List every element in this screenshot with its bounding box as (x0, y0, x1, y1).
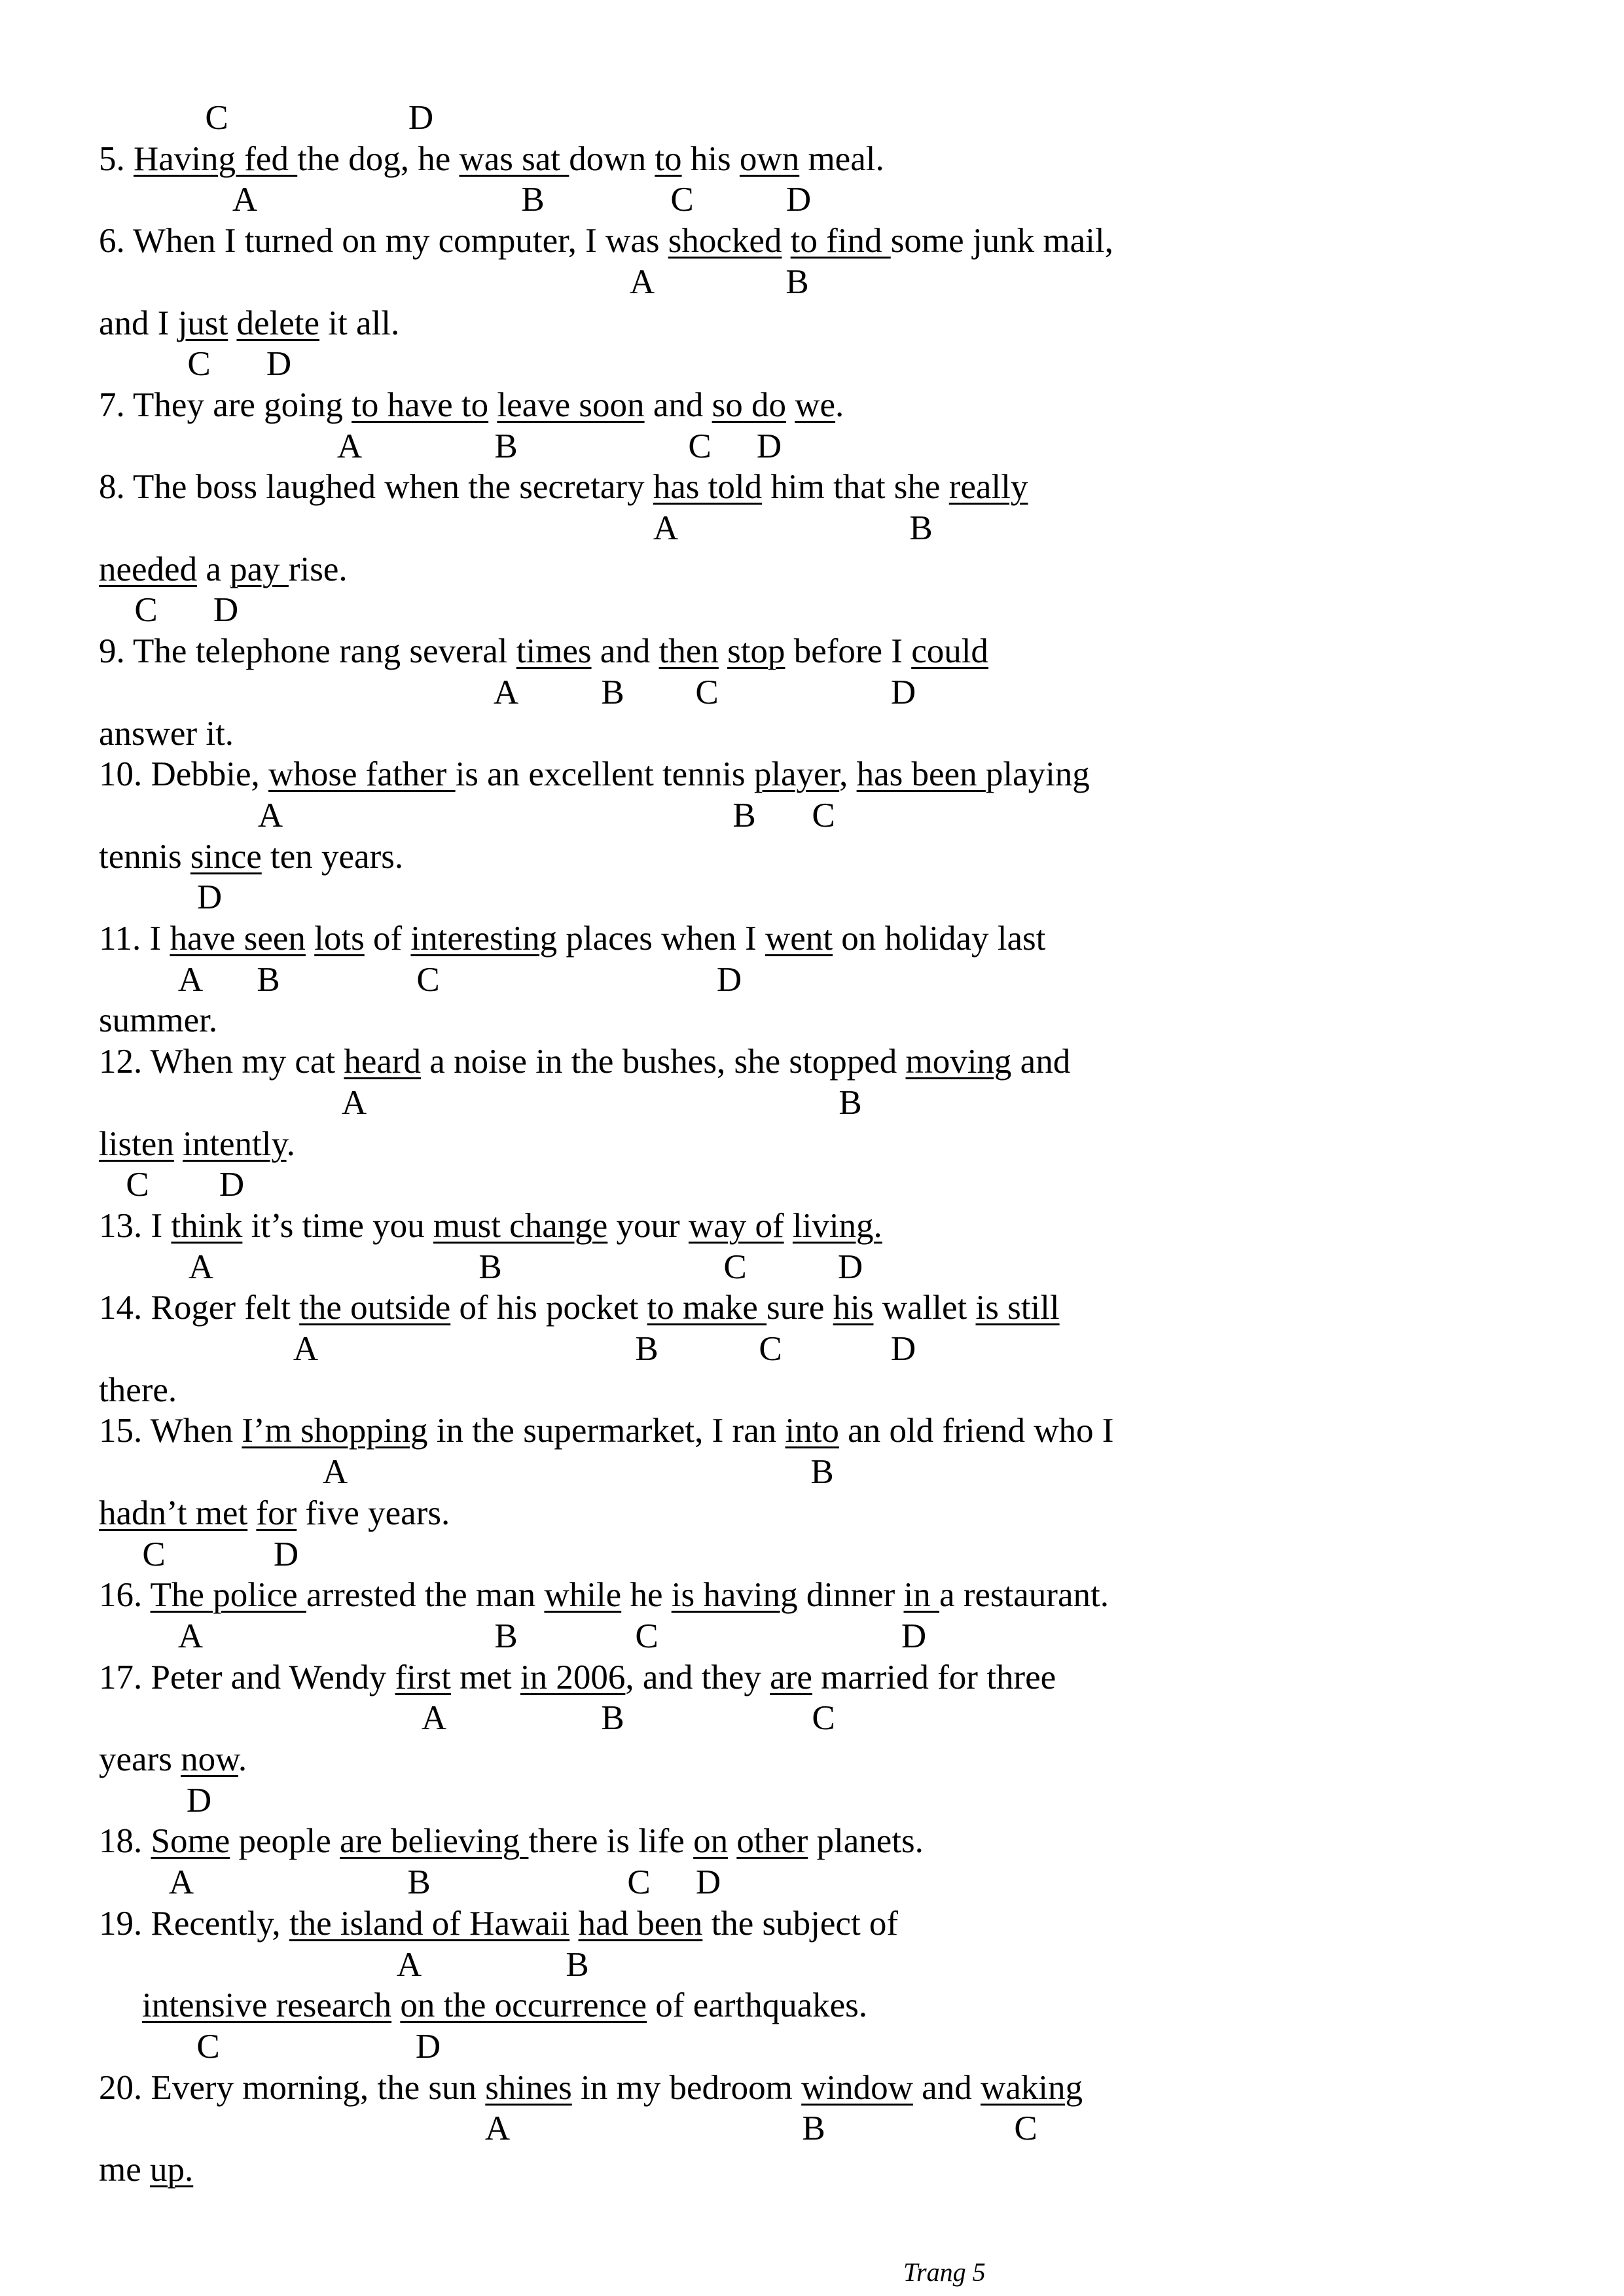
sentence-text: in my bedroom (571, 2068, 802, 2107)
underlined-option: Having fed (134, 139, 298, 178)
option-letter: C (812, 1699, 835, 1738)
sentence-text: , (839, 755, 857, 794)
underlined-option: intensive research (142, 1986, 392, 2025)
underlined-option: moving (905, 1043, 1012, 1081)
underlined-option: needed (99, 550, 198, 588)
option-letters-line (0, 1944, 1624, 1986)
underlined-option: are (770, 1658, 812, 1696)
underlined-option: in 2006 (520, 1658, 626, 1696)
option-letters-line (0, 425, 1624, 467)
underlined-option: really (948, 468, 1028, 507)
option-letter: B (478, 1247, 502, 1286)
option-letter: C (723, 1247, 747, 1286)
sentence-line (0, 999, 1624, 1041)
underlined-option: pay (230, 550, 289, 588)
sentence-text: summer. (99, 1001, 218, 1040)
sentence-text: tennis (99, 837, 190, 876)
underlined-option: listen (99, 1124, 174, 1163)
sentence-text (247, 1494, 256, 1532)
sentence-text: his (681, 139, 740, 178)
underlined-option: is still (975, 1289, 1060, 1327)
option-letter: B (839, 1083, 862, 1122)
sentence-text: it all. (319, 304, 400, 342)
option-letters-line (0, 672, 1624, 713)
option-letter: A (484, 2109, 511, 2148)
sentence-line (0, 918, 1624, 960)
underlined-option: The police (150, 1576, 306, 1615)
sentence-text: planets. (808, 1822, 924, 1861)
underlined-option: is having (671, 1576, 798, 1615)
underlined-option: was sat (459, 139, 569, 178)
underlined-option: we (795, 386, 836, 424)
underlined-option: waking (980, 2068, 1083, 2107)
option-letter: C (187, 345, 211, 384)
underlined-option: stop (727, 632, 785, 671)
sentence-text: there. (99, 1371, 177, 1409)
sentence-text: down (569, 139, 655, 178)
option-letter: A (177, 960, 204, 999)
underlined-option: has been (856, 755, 986, 794)
sentence-text: on holiday last (833, 920, 1046, 958)
option-letter: B (601, 1699, 624, 1738)
sentence-text: , and they (625, 1658, 770, 1696)
underlined-option: since (190, 837, 262, 876)
underlined-option: window (801, 2068, 913, 2107)
option-letters-line (0, 1451, 1624, 1493)
option-letter: D (756, 427, 782, 465)
sentence-text: arrested the man (306, 1576, 545, 1615)
option-letter: B (802, 2109, 825, 2148)
sentence-line (0, 1287, 1624, 1329)
option-letter: B (257, 960, 280, 999)
option-letter: A (421, 1699, 447, 1738)
sentence-text: 14. Roger felt (99, 1289, 300, 1327)
option-letters-line (0, 179, 1624, 221)
underlined-option: to make (647, 1289, 767, 1327)
sentence-line (0, 1574, 1624, 1616)
option-letter: A (293, 1330, 319, 1368)
option-letter: A (396, 1945, 422, 1984)
sentence-line (0, 466, 1624, 508)
option-letter: A (232, 181, 258, 219)
option-letter: C (627, 1863, 651, 1902)
sentence-line (0, 1369, 1624, 1411)
option-letter: C (1014, 2109, 1038, 2148)
sentence-text: 12. When my cat (99, 1043, 344, 1081)
option-letters-line (0, 2108, 1624, 2149)
option-letter: B (785, 262, 809, 301)
option-letter: B (494, 1617, 518, 1655)
sentence-text: before I (785, 632, 912, 671)
sentence-text: and (644, 386, 712, 424)
sentence-text: . (835, 386, 844, 424)
underlined-option: so do (712, 386, 786, 424)
underlined-option: lots (314, 920, 365, 958)
sentence-text: of (364, 920, 411, 958)
option-letter: D (716, 960, 742, 999)
option-letters-line (0, 1328, 1624, 1370)
sentence-text: me (99, 2151, 150, 2189)
underlined-option: delete (236, 304, 320, 342)
option-letter: D (890, 673, 916, 711)
sentence-line (0, 1820, 1624, 1862)
option-letter: C (196, 2027, 220, 2066)
sentence-line (0, 1041, 1624, 1083)
option-letter: C (134, 591, 158, 630)
underlined-option: in (903, 1576, 939, 1615)
option-letter: A (653, 509, 679, 547)
sentence-line (0, 2149, 1624, 2191)
underlined-option: the outside (299, 1289, 451, 1327)
underlined-option: just (177, 304, 228, 342)
option-letter: D (266, 345, 292, 384)
option-letter: B (909, 509, 933, 547)
sentence-text: of his pocket (450, 1289, 647, 1327)
sentence-line (0, 753, 1624, 795)
option-letter: A (336, 427, 363, 465)
option-letter: D (837, 1247, 863, 1286)
sentence-text: some junk mail, (890, 222, 1113, 260)
option-letter: C (688, 427, 712, 465)
underlined-option: shines (485, 2068, 572, 2107)
underlined-option: could (911, 632, 988, 671)
option-letter: D (219, 1166, 245, 1204)
sentence-text: places when I (557, 920, 766, 958)
sentence-text: wallet (873, 1289, 976, 1327)
sentence-text: people (230, 1822, 340, 1861)
underlined-option: into (785, 1412, 839, 1450)
underlined-option: to (655, 139, 682, 178)
underlined-option: are believing (340, 1822, 529, 1861)
sentence-line (0, 548, 1624, 590)
sentence-text: 10. Debbie, (99, 755, 269, 794)
sentence-text: there is life (528, 1822, 694, 1861)
sentence-text: the dog, he (297, 139, 460, 178)
sentence-text: a (197, 550, 230, 588)
option-letter: A (629, 262, 655, 301)
sentence-text: met (450, 1658, 520, 1696)
sentence-text (786, 386, 795, 424)
sentence-line (0, 1657, 1624, 1698)
sentence-text (174, 1125, 183, 1163)
sentence-text: the subject of (702, 1904, 899, 1943)
option-letter: D (196, 878, 223, 917)
underlined-option: for (256, 1494, 297, 1532)
sentence-text (391, 1986, 400, 2024)
sentence-text: and (912, 2068, 981, 2107)
underlined-option: on (693, 1822, 729, 1861)
option-letter: B (407, 1863, 431, 1902)
option-letter: C (142, 1535, 166, 1573)
underlined-option: whose father (268, 755, 456, 794)
sentence-text: rise. (288, 550, 348, 588)
sentence-line (0, 302, 1624, 344)
option-letter: D (695, 1863, 721, 1902)
sentence-line (0, 1205, 1624, 1247)
sentence-text: years (99, 1740, 181, 1778)
sentence-text: is an excellent tennis (455, 755, 754, 794)
sentence-text: he (621, 1576, 672, 1615)
option-letter: D (901, 1617, 927, 1655)
underlined-option: times (516, 632, 592, 671)
sentence-line (0, 1410, 1624, 1452)
option-letter: A (341, 1083, 367, 1122)
sentence-text: in the supermarket, I ran (427, 1412, 785, 1450)
sentence-text: an old friend who I (839, 1412, 1114, 1450)
sentence-text: . (238, 1740, 247, 1778)
underlined-option: I’m shopping (242, 1412, 428, 1450)
sentence-text: answer it. (99, 714, 234, 753)
sentence-text: 5. (99, 139, 134, 178)
option-letter: B (494, 427, 518, 465)
underlined-option: way of (688, 1206, 784, 1245)
underlined-option: to have to (352, 386, 489, 424)
sentence-text: 18. (99, 1822, 151, 1861)
option-letters-line (0, 1164, 1624, 1206)
sentence-text: married for three (812, 1658, 1056, 1696)
underlined-option: went (765, 920, 833, 958)
option-letter: D (415, 2027, 441, 2066)
underlined-option: then (659, 632, 719, 671)
option-letters-line (0, 1780, 1624, 1821)
underlined-option: leave soon (497, 386, 645, 424)
sentence-text: 11. I (99, 920, 170, 958)
sentence-text: playing (985, 755, 1090, 794)
underlined-option: Some (151, 1822, 230, 1861)
sentence-text: . (286, 1124, 295, 1163)
sentence-text: 8. The boss laughed when the secretary (99, 468, 653, 507)
sentence-line (0, 1492, 1624, 1534)
sentence-line (0, 138, 1624, 180)
sentence-text (719, 632, 727, 670)
sentence-line (0, 1984, 1624, 2026)
sentence-text (488, 386, 497, 424)
underlined-option: interesting (410, 920, 558, 958)
sentence-text: 7. They are going (99, 386, 352, 424)
sentence-text: it’s time you (242, 1206, 433, 1245)
sentence-text (228, 304, 236, 342)
underlined-option: his (833, 1289, 874, 1327)
option-letters-line (0, 1246, 1624, 1288)
sentence-line (0, 220, 1624, 262)
sentence-text (569, 1905, 578, 1943)
sentence-text: 19. Recently, (99, 1904, 289, 1943)
option-letter: A (188, 1247, 214, 1286)
option-letter: D (213, 591, 239, 630)
sentence-text: a restaurant. (939, 1576, 1109, 1615)
underlined-option: living. (792, 1206, 882, 1245)
underlined-option: other (736, 1822, 808, 1861)
option-letter: C (635, 1617, 659, 1655)
option-letter: C (205, 99, 228, 137)
option-letter: C (812, 796, 835, 834)
sentence-text: five years. (297, 1494, 450, 1532)
option-letters-line (0, 343, 1624, 385)
sentence-text: 9. The telephone rang several (99, 632, 516, 671)
option-letter: A (168, 1863, 194, 1902)
sentence-text: sure (767, 1289, 833, 1327)
sentence-text (728, 1822, 736, 1860)
underlined-option: own (739, 139, 800, 178)
sentence-text (782, 222, 790, 260)
option-letter: B (810, 1453, 834, 1492)
sentence-line (0, 384, 1624, 426)
sentence-text: 15. When (99, 1412, 242, 1450)
option-letters-line (0, 97, 1624, 139)
sentence-text: a noise in the bushes, she stopped (421, 1043, 906, 1081)
option-letter: D (273, 1535, 299, 1573)
sentence-text: meal. (799, 139, 884, 178)
option-letter: D (785, 181, 812, 219)
option-letter: D (408, 99, 434, 137)
underlined-option: heard (344, 1043, 422, 1081)
underlined-option: player (753, 755, 840, 794)
option-letter: C (695, 673, 719, 711)
sentence-line (0, 836, 1624, 878)
option-letter: B (566, 1945, 589, 1984)
option-letter: A (177, 1617, 204, 1655)
option-letters-line (0, 1534, 1624, 1575)
option-letter: C (416, 960, 440, 999)
underlined-option: hadn’t met (99, 1494, 248, 1532)
underlined-option: shocked (668, 222, 782, 260)
sentence-line (0, 1738, 1624, 1780)
underlined-option: now (181, 1740, 238, 1778)
underlined-option: first (395, 1658, 451, 1696)
sentence-text: and (591, 632, 659, 671)
underlined-option: the island of Hawaii (289, 1904, 570, 1943)
option-letter: A (493, 673, 519, 711)
sentence-line (0, 1903, 1624, 1945)
option-letter: B (635, 1330, 659, 1368)
sentence-text (306, 920, 314, 958)
underlined-option: had been (578, 1904, 703, 1943)
option-letter: C (759, 1330, 782, 1368)
sentence-line (0, 2067, 1624, 2109)
option-letter: C (126, 1166, 149, 1204)
underlined-option: up. (150, 2151, 194, 2189)
sentence-text: 16. (99, 1576, 151, 1615)
option-letters-line (0, 876, 1624, 918)
sentence-text: 6. When I turned on my computer, I was (99, 222, 668, 260)
underlined-option: to find (790, 222, 891, 260)
sentence-text: ten years. (261, 837, 404, 876)
underlined-option: must change (433, 1206, 608, 1245)
page-footer: Trang 5 (903, 2257, 986, 2287)
sentence-text: him that she (762, 468, 949, 507)
option-letters-line (0, 1082, 1624, 1124)
option-letters-line (0, 795, 1624, 836)
sentence-text (784, 1207, 793, 1245)
sentence-text: and (1011, 1043, 1071, 1081)
underlined-option: while (544, 1576, 622, 1615)
option-letter: D (890, 1330, 916, 1368)
option-letter: C (670, 181, 694, 219)
option-letters-line (0, 589, 1624, 631)
sentence-line (0, 630, 1624, 672)
underlined-option: intently (183, 1124, 287, 1163)
sentence-text: your (607, 1206, 689, 1245)
underlined-option: think (171, 1206, 243, 1245)
option-letters-line (0, 261, 1624, 303)
sentence-line (0, 1123, 1624, 1165)
option-letter: D (186, 1781, 212, 1820)
option-letter: B (521, 181, 545, 219)
sentence-text: 13. I (99, 1206, 171, 1245)
underlined-option: on the occurrence (400, 1986, 647, 2025)
sentence-text: dinner (797, 1576, 904, 1615)
option-letters-line (0, 959, 1624, 1001)
option-letters-line (0, 1697, 1624, 1739)
sentence-line (0, 713, 1624, 755)
option-letter: A (257, 796, 283, 834)
option-letter: B (732, 796, 756, 834)
option-letters-line (0, 1615, 1624, 1657)
option-letters-line (0, 507, 1624, 549)
option-letters-line (0, 1861, 1624, 1903)
sentence-text: of earthquakes. (647, 1986, 868, 2025)
option-letter: A (322, 1453, 348, 1492)
underlined-option: has told (653, 468, 763, 507)
option-letter: B (601, 673, 624, 711)
underlined-option: have seen (170, 920, 306, 958)
sentence-text: 17. Peter and Wendy (99, 1658, 395, 1696)
option-letters-line (0, 2026, 1624, 2068)
sentence-text: 20. Every morning, the sun (99, 2068, 486, 2107)
sentence-text: and I (99, 304, 178, 342)
